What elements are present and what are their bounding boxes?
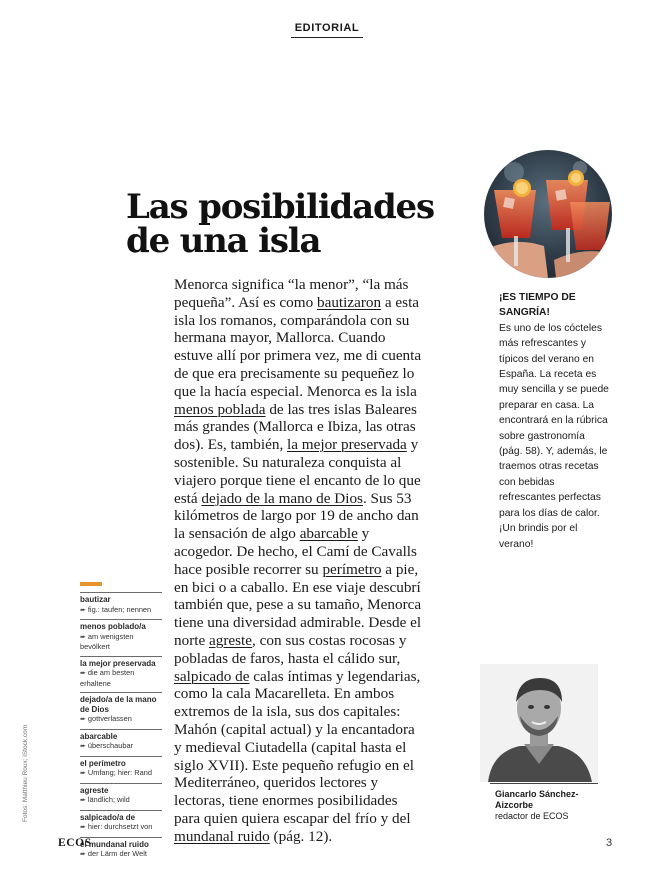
glossary-list [80,592,162,864]
glossary-item [80,837,162,864]
glossary-term: salpicado/a de [80,812,136,822]
sidebar-title: ¡ES TIEMPO DE SANGRÍA! [499,292,576,319]
body-text-run: a esta isla los romanos, comparándola con su hermana mayor, Mallorca. Cuando estuve allí por primera vez, me di cuenta de que era precisamente su pequeñez lo que la hacía especial. Menorca es la isla [174,293,422,400]
body-text-run: . Sus 53 kilómetros de largo por 19 de ancho dan la sensación de algo [174,489,419,543]
body-text-run: y acogedor. De hecho, el Camí de Cavalls hace posible recorrer su [174,525,417,578]
photo-credit: Fotos: Matthieu Roux; iStock.com [22,724,29,822]
glossary-term-underlined: salpicado de [174,667,250,685]
body-text-run: (pág. 12). [269,827,333,845]
glossary-term-underlined: la mejor preservada [287,436,407,454]
sidebar-text: Es uno de los cócteles más refrescantes y típicos del verano en España. La receta es muy sencilla y se puede preparar en casa. La encontrará en la rúbrica sobre gastronomía (pág. 58). Y, además, le traemos otras recetas con bebidas refrescantes perfectas para los días de calor. ¡Un brindis por el verano! [499,322,609,550]
author-portrait [480,664,598,782]
body-text-run: de las tres islas Baleares más grandes (Mallorca e Ibiza, las otras dos). Es, también, [174,400,417,454]
glossary-term: agreste [80,785,109,795]
body-paragraph [174,276,424,846]
body-text-run: calas íntimas y legendarias, como la cala Macarelleta. En ambos extremos de la isla, sus dos capitales: Mahón (capital actual) y la encantadora y medieval Ciutadella (capital hasta el siglo XVII). Este pequeño refugio en el Mediterráneo, queridos lectores y lectoras, tiene enormes posibilidades para quien quiera escapar del frío y del [174,667,421,827]
page-number: 3 [606,837,613,849]
glossary-definition-text: hier: durchsetzt von [87,822,153,831]
glossary-term-underlined: dejado de la mano de Dios [201,489,363,507]
glossary-item [80,729,162,756]
author-divider [490,783,598,784]
body-text-run: y sostenible. Su naturaleza conquista al viajero porque tiene el encanto de lo que está [174,436,421,507]
arrow-icon: ➨ [80,633,86,641]
arrow-icon: ➨ [80,770,86,777]
arrow-icon: ➨ [80,670,86,677]
author-block [495,789,615,822]
arrow-icon: ➨ [80,851,86,858]
glossary-definition [80,605,162,616]
glossary-term: dejado/a de la mano de Dios [80,695,157,714]
glossary-term-underlined: mundanal ruido [174,827,270,845]
title-line-1: Las posibilidades [126,187,434,227]
article-body [174,276,424,846]
glossary-item [80,619,162,656]
body-text-run: Menorca significa “la menor”, “la más pequeña”. Así es como [174,276,409,311]
glossary-definition [80,714,162,725]
glossary-item [80,656,162,693]
sangria-glasses-image [484,150,612,278]
glossary-term-underlined: agreste [209,631,253,649]
glossary-term: bautizar [80,595,111,604]
glossary-definition [80,795,162,806]
glossary-definition-text: Umfang; hier: Rand [87,768,152,777]
glossary-definition [80,822,162,833]
glossary-term: menos poblado/a [80,622,146,631]
footer-brand: ECOS [58,837,92,849]
glossary-term-underlined: perímetro [322,560,382,578]
author-name: Giancarlo Sánchez-Aizcorbe [495,789,579,810]
arrow-icon: ➨ [80,716,86,723]
body-text-run: a pie, en bici o a caballo. En ese viaje descubrí también que, pese a su tamaño, Menorca tiene una diversidad admirable. Desde el norte [174,560,422,649]
section-label [0,22,654,38]
sangria-sidebar [499,290,611,552]
glossary-term-underlined: bautizaron [316,293,382,311]
glossary-item [80,592,162,619]
article-title [126,187,466,261]
glossary-accent-bar [80,582,102,586]
glossary-definition-text: überschaubar [87,741,134,750]
arrow-icon: ➨ [80,743,86,750]
glossary-definition-text: ländlich; wild [87,795,130,804]
glossary-term-underlined: menos poblada [174,400,266,418]
glossary-definition [80,849,162,860]
glossary-definition-text: die am besten erhaltene [80,668,135,688]
glossary-item [80,783,162,810]
glossary-term-underlined: abarcable [299,525,358,543]
title-line-2: de una isla [126,221,321,261]
arrow-icon: ➨ [80,797,86,804]
sangria-photo [484,150,612,278]
glossary-term: el mundanal ruido [80,839,149,849]
glossary-term: la mejor preservada [80,658,156,668]
glossary-definition [80,768,162,779]
body-text-run: , con sus costas rocosas y pobladas de faros, hasta el cálido sur, [174,631,407,667]
glossary-definition-text: am wenigsten bevölkert [80,631,134,651]
author-photo-image [480,664,598,782]
glossary-definition [80,632,162,652]
glossary-definition [80,741,162,752]
glossary [80,582,162,864]
author-role: redactor de ECOS [495,811,569,821]
glossary-item [80,810,162,837]
glossary-definition-text: gottverlassen [87,714,132,723]
glossary-definition-text: fig.: taufen; nennen [87,604,152,614]
glossary-item [80,756,162,783]
glossary-definition [80,668,162,688]
arrow-icon: ➨ [80,824,86,831]
glossary-term: el perímetro [80,758,126,768]
glossary-term: abarcable [80,731,118,741]
section-label-text: EDITORIAL [291,22,363,38]
glossary-item [80,692,162,729]
arrow-icon: ➨ [80,606,86,614]
glossary-definition-text: der Lärm der Welt [87,849,147,858]
